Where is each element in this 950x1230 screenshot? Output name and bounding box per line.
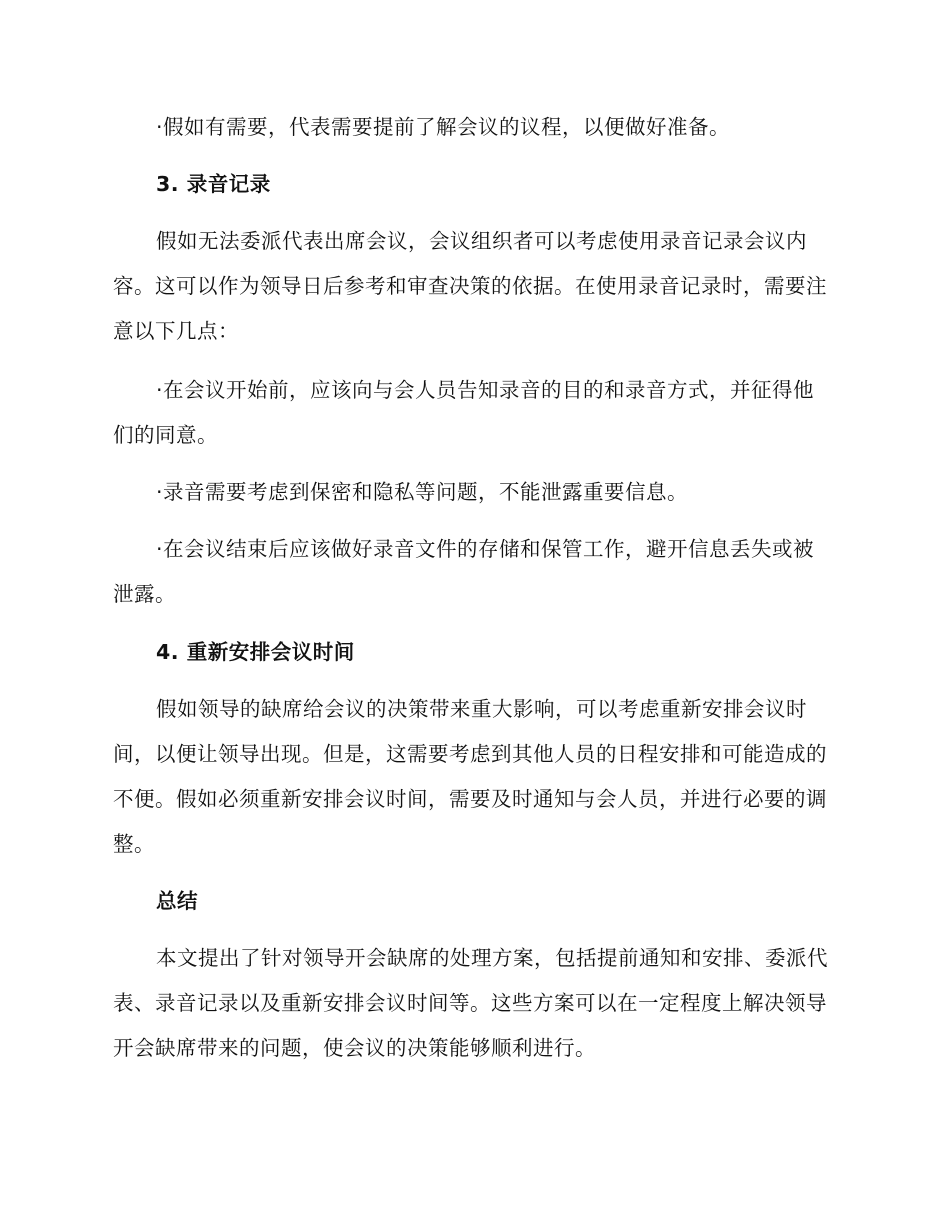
bullet-recording-storage: ·在会议结束后应该做好录音文件的存储和保管工作，避开信息丢失或被泄露。 — [113, 537, 815, 606]
summary-heading: 总结 — [156, 889, 198, 913]
section-4-paragraph: 假如领导的缺席给会议的决策带来重大影响，可以考虑重新安排会议时间，以便让领导出现。但是，这需要考虑到其他人员的日程安排和可能造成的不便。假如必须重新安排会议时间，需要及时通知与会人员，并进行必要的调整。 — [113, 697, 827, 856]
bullet-prepare-agenda: ·假如有需要，代表需要提前了解会议的议程，以便做好准备。 — [156, 115, 731, 139]
section-4-heading: 4. 重新安排会议时间 — [156, 640, 355, 664]
bullet-recording-privacy: ·录音需要考虑到保密和隐私等问题，不能泄露重要信息。 — [156, 480, 689, 504]
section-3-heading: 3. 录音记录 — [156, 172, 271, 196]
section-3-paragraph: 假如无法委派代表出席会议，会议组织者可以考虑使用录音记录会议内容。这可以作为领导日后参考和审查决策的依据。在使用录音记录时，需要注意以下几点： — [113, 229, 827, 343]
bullet-recording-consent: ·在会议开始前，应该向与会人员告知录音的目的和录音方式，并征得他们的同意。 — [113, 378, 815, 447]
summary-paragraph: 本文提出了针对领导开会缺席的处理方案，包括提前通知和安排、委派代表、录音记录以及重新安排会议时间等。这些方案可以在一定程度上解决领导开会缺席带来的问题，使会议的决策能够顺利进行。 — [113, 946, 828, 1060]
